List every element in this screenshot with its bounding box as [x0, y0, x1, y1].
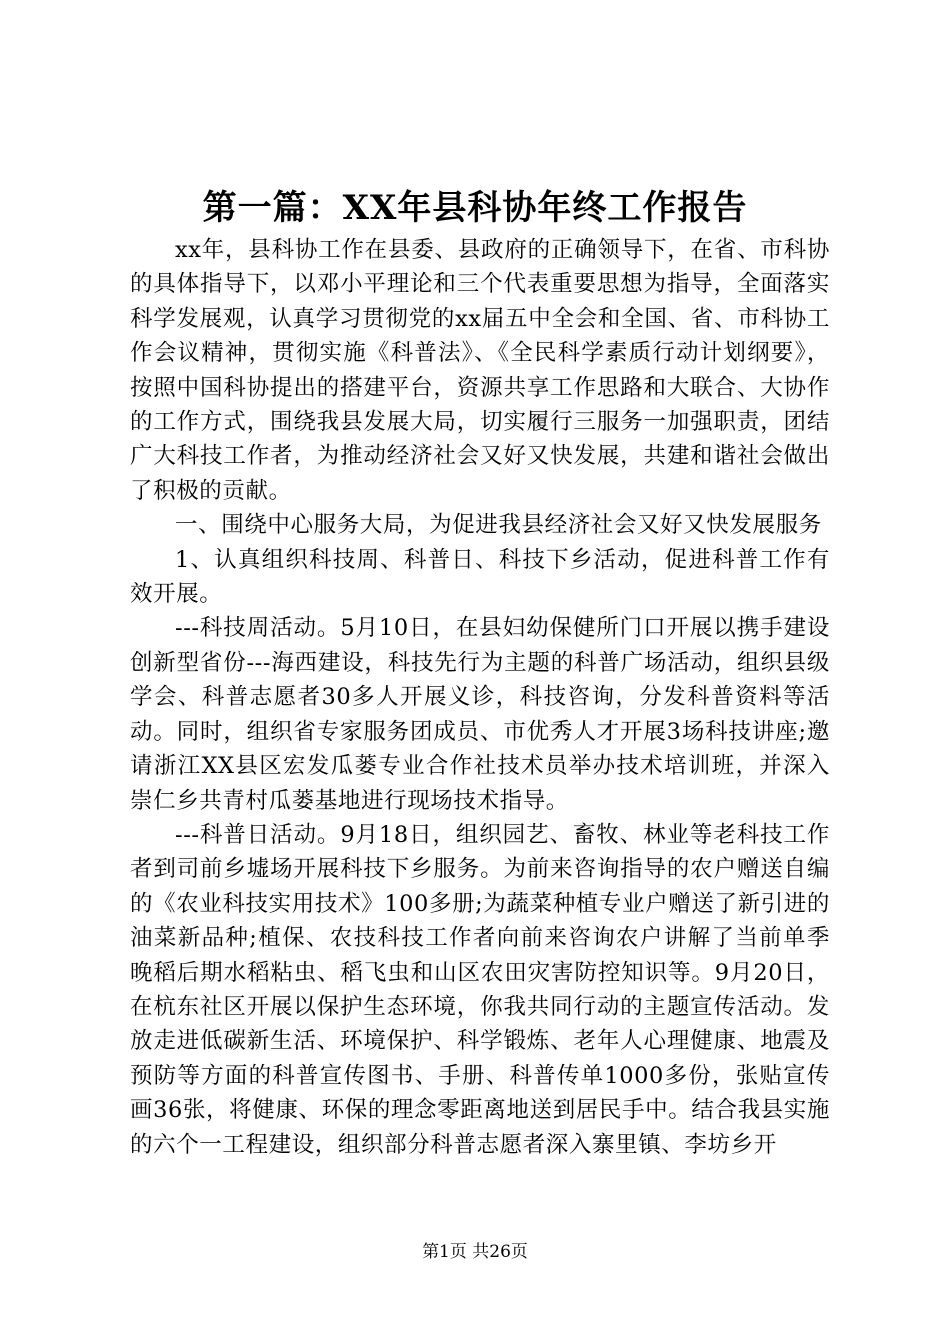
document-body — [130, 233, 830, 1162]
subsection-heading-1: 1、认真组织科技周、科普日、科技下乡活动，促进科普工作有效开展。 — [130, 546, 830, 608]
paragraph-science-day: ---科普日活动。9月18日，组织园艺、畜牧、林业等老科技工作者到司前乡墟场开展科技下乡服务。为前来咨询指导的农户赠送自编的《农业科技实用技术》100多册;为蔬菜种植专业户赠送了新引进的油菜新品种;植保、农技科技工作者向前来咨询农户讲解了当前单季晚稻后期水稻粘虫、稻飞虫和山区农田灾害防控知识等。9月20日，在杭东社区开展以保护生态环境，你我共同行动的主题宣传活动。发放走进低碳新生活、环境保护、科学锻炼、老年人心理健康、地震及预防等方面的科普宣传图书、手册、科普传单1000多份，张贴宣传画36张，将健康、环保的理念零距离地送到居民手中。结合我县实施的六个一工程建设，组织部分科普志愿者深入寨里镇、李坊乡开 — [130, 821, 830, 1158]
paragraph-science-week: ---科技周活动。5月10日，在县妇幼保健所门口开展以携手建设创新型省份---海西建设，科技先行为主题的科普广场活动，组织县级学会、科普志愿者30多人开展义诊，科技咨询，分发科普资料等活动。同时，组织省专家服务团成员、市优秀人才开展3场科技讲座;邀请浙江XX县区宏发瓜蒌专业合作社技术员举办技术培训班，并深入崇仁乡共青村瓜蒌基地进行现场技术指导。 — [130, 615, 830, 814]
page-footer: 第1页 共26页 — [422, 1242, 528, 1262]
section-heading-1: 一、围绕中心服务大局，为促进我县经济社会又好又快发展服务 — [175, 512, 822, 539]
document-title: 第一篇：XX年县科协年终工作报告 — [202, 188, 748, 228]
paragraph-intro: xx年，县科协工作在县委、县政府的正确领导下，在省、市科协的具体指导下，以邓小平理论和三个代表重要思想为指导，全面落实科学发展观，认真学习贯彻党的xx届五中全会和全国、省、市科协工作会议精神，贯彻实施《科普法》、《全民科学素质行动计划纲要》，按照中国科协提出的搭建平台，资源共享工作思路和大联合、大协作的工作方式，围绕我县发展大局，切实履行三服务一加强职责，团结广大科技工作者，为推动经济社会又好又快发展，共建和谐社会做出了积极的贡献。 — [130, 237, 830, 504]
